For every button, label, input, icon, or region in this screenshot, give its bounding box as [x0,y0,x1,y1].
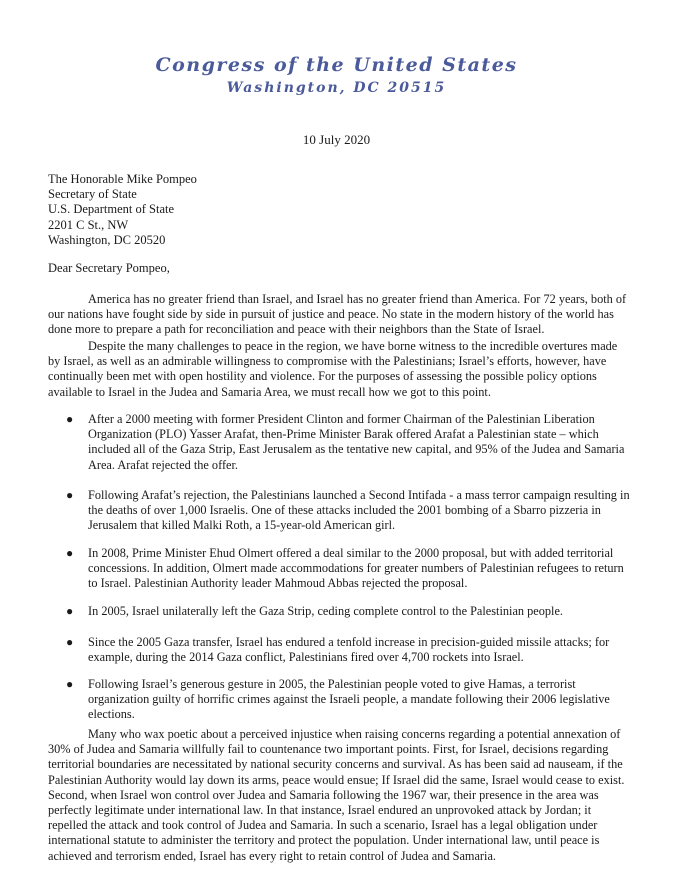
recipient-address [48,172,197,248]
bullet-dot-icon: ● [66,546,74,560]
bullet-text: Since the 2005 Gaza transfer, Israel has endured a tenfold increase in precision-guided missile attacks; for example, during the 2014 Gaza conflict, Palestinians fired over 4,700 rockets into Israel. [88,635,610,665]
bullet-text: In 2008, Prime Minister Ehud Olmert offered a deal similar to the 2000 proposal, but with added territorial concessions. In addition, Olmert made accommodations for greater numbers of Palestinian refugees to return to Israel. Palestinian Authority leader Mahmoud Abbas rejected the proposal. [88,546,624,591]
letter-date: 10 July 2020 [302,132,371,147]
bullet-dot-icon: ● [66,412,74,426]
bullet-dot-icon: ● [66,488,74,502]
bullet-item [66,546,636,592]
bullet-dot-icon: ● [66,635,74,649]
bullet-text: After a 2000 meeting with former President Clinton and former Chairman of the Palestinian Liberation Organization (PLO) Yasser Arafat, then-Prime Minister Barak offered Arafat a Palestinian state – which included all of the Gaza Strip, East Jerusalem as the tentative new capital, and 95% of the Judea and Samaria Area. Arafat rejected the offer. [88,412,625,472]
bullet-item [66,677,636,723]
bullet-item [66,635,636,665]
bullet-item [66,488,636,534]
paragraph-intro: America has no greater friend than Israel, and Israel has no greater friend than America. For 72 years, both of our nations have fought side by side in pursuit of justice and peace. No state in the modern history of the world has done more to prepare a path for reconciliation and peace with their neighbors than the State of Israel. [48,292,627,337]
recipient-name: The Honorable Mike Pompeo [48,172,197,186]
salutation: Dear Secretary Pompeo, [48,261,170,275]
bullet-text: In 2005, Israel unilaterally left the Gaza Strip, ceding complete control to the Palestinian people. [88,604,563,618]
recipient-city: Washington, DC 20520 [48,232,166,247]
letterhead-title: Congress of the United States [155,54,518,76]
recipient-department: U.S. Department of State [48,202,175,217]
letterhead-subtitle: Washington, DC 20515 [226,80,447,96]
recipient-title: Secretary of State [48,187,137,202]
paragraph-challenges: Despite the many challenges to peace in the region, we have borne witness to the incredible overtures made by Israel, as well as an admirable willingness to compromise with the Palestinians; Israel’s efforts, however, have continually been met with open hostility and violence. For the purposes of assessing the possible policy options available to Israel in the Judea and Samaria Area, we must recall how we got to this point. [48,339,618,399]
bullet-item [66,604,636,619]
bullet-text: Following Arafat’s rejection, the Palestinians launched a Second Intifada - a mass terror campaign resulting in the deaths of over 1,000 Israelis. One of these attacks included the 2001 bombing of a Sbarro pizzeria in Jerusalem that killed Malki Roth, a 15-year-old American girl. [88,488,630,533]
paragraph-annexation: Many who wax poetic about a perceived injustice when raising concerns regarding a potential annexation of 30% of Judea and Samaria willfully fail to countenance two important points. First, for Israel, decisions regarding territorial boundaries are necessitated by national security concerns and survival. As has been said ad nauseam, if the Palestinian Authority would lay down its arms, peace would ensue; If Israel did the same, Israel would cease to exist. Second, when Israel won control over Judea and Samaria following the 1967 war, their presence in the area was perfectly legitimate under international law. In that instance, Israel endured an unprovoked attack by Jordan; it repelled the attack and took control of Judea and Samaria. In such a scenario, Israel has a legal obligation under international statute to administer the territory and protect the population. Under international law, until peace is achieved and terrorism ended, Israel has every right to retain control of Judea and Samaria. [48,727,625,863]
bullet-text: Following Israel’s generous gesture in 2005, the Palestinian people voted to give Hamas, a terrorist organization guilty of horrific crimes against the Israeli people, a mandate following their 2006 legislative elections. [88,677,610,722]
bullet-item [66,412,636,473]
bullet-dot-icon: ● [66,604,74,618]
bullet-dot-icon: ● [66,677,74,691]
recipient-street: 2201 C St., NW [48,217,129,232]
